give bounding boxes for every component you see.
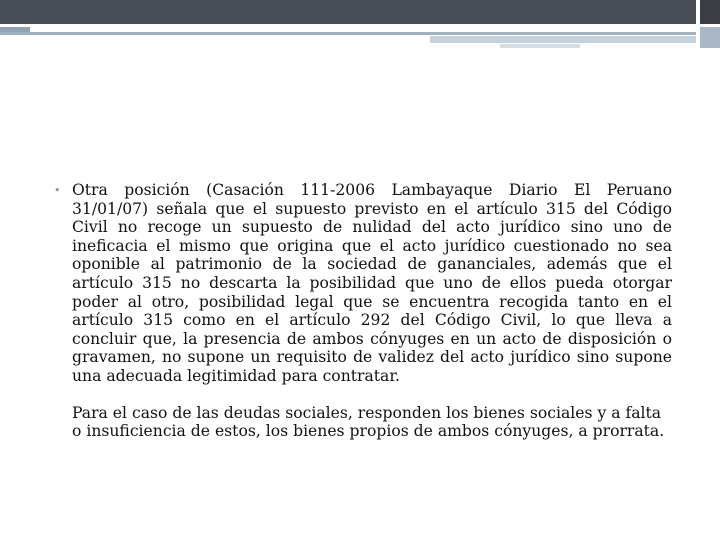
- bullet-item: [54, 181, 672, 386]
- paragraph-main: Otra posición (Casación 111-2006 Lambayaque Diario El Peruano 31/01/07) señala que el supuesto previsto en el artículo 315 del Código Civil no recoge un supuesto de nulidad del acto jurídico sino uno de ineficacia el mismo que origina que el acto jurídico cuestionado no sea oponible al patrimonio de la sociedad de gananciales, además que el artículo 315 no descarta la posibilidad que uno de ellos pueda otorgar poder al otro, posibilidad legal que se encuentra recogida tanto en el artículo 315 como en el artículo 292 del Código Civil, lo que lleva a concluir que, la presencia de ambos cónyuges en un acto de disposición o gravamen, no supone un requisito de validez del acto jurídico sino supone una adecuada legitimidad para contratar.: [72, 181, 672, 385]
- header-lower-band: [430, 36, 696, 43]
- header-dark-corner: [700, 0, 720, 24]
- paragraph-secondary: Para el caso de las deudas sociales, responden los bienes sociales y a falta o insuficiencia de estos, los bienes propios de ambos cónyuges, a prorrata.: [72, 403, 665, 441]
- slide-header-decoration: [0, 0, 720, 50]
- bullet-marker: •: [54, 184, 61, 197]
- slide-body: [54, 181, 672, 441]
- header-lower-band-short: [500, 44, 580, 48]
- header-right-block: [700, 27, 720, 48]
- header-thin-band: [0, 32, 696, 35]
- header-dark-band: [0, 0, 696, 24]
